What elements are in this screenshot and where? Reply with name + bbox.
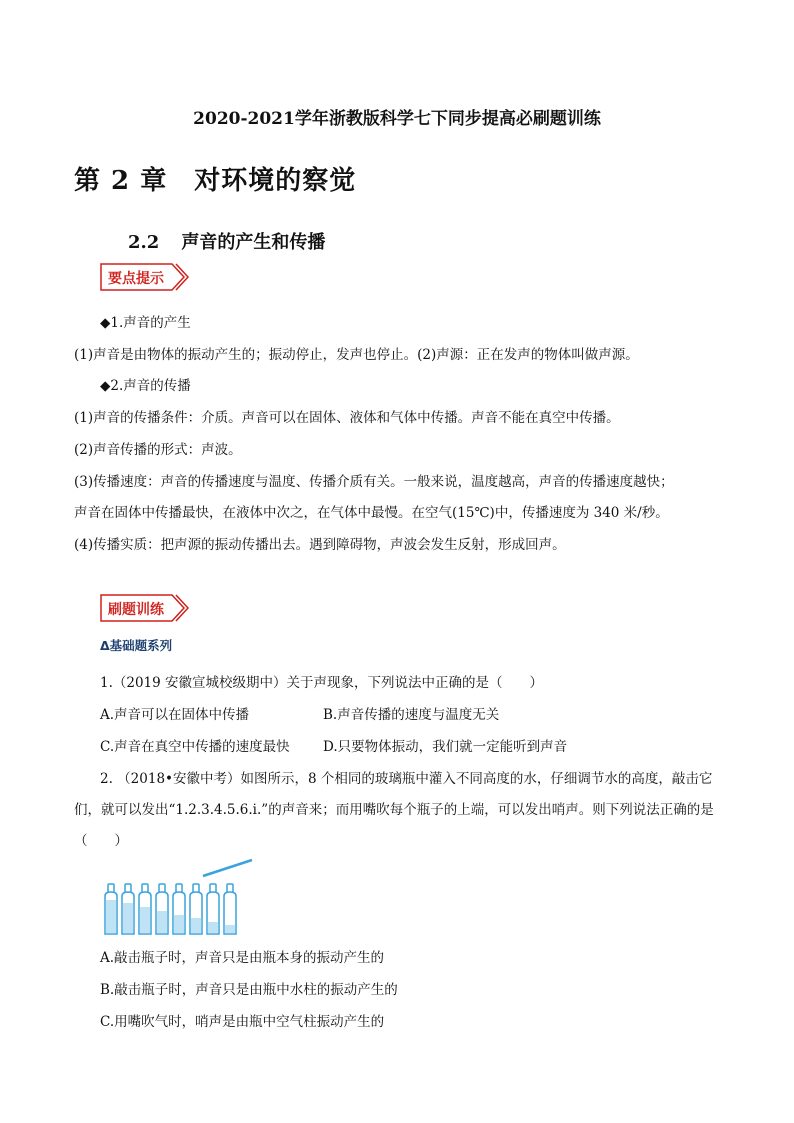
- kp-heading-2: ◆2.声音的传播: [100, 378, 191, 394]
- kp-line: (2)声音传播的形式：声波。: [74, 442, 242, 458]
- bottle-3: [139, 884, 151, 934]
- striking-rod: [203, 860, 252, 876]
- series-label: Δ基础题系列: [100, 638, 173, 653]
- section-heading: [128, 228, 325, 254]
- q1-option-d: D.只要物体振动，我们就一定能听到声音: [323, 739, 568, 755]
- question-2-stem-line: 们，就可以发出“1.2.3.4.5.6.i.”的声音来；而用嘴吹每个瓶子的上端，可以发出哨声。则下列说法正确的是: [74, 802, 714, 818]
- section-number: 2.2: [128, 232, 160, 253]
- practice-badge: [100, 594, 190, 622]
- bottle-5: [173, 884, 185, 934]
- q1-option-c: C.声音在真空中传播的速度最快: [100, 739, 290, 755]
- kp-heading-1: ◆1.声音的产生: [100, 315, 191, 331]
- key-points-label: 要点提示: [108, 271, 164, 287]
- section-title: 声音的产生和传播: [181, 232, 326, 253]
- kp-line: (1)声音是由物体的振动产生的；振动停止，发声也停止。(2)声源：正在发声的物体叫做声源。: [74, 347, 639, 363]
- bottle-row: [105, 884, 236, 934]
- kp-line: (1)声音的传播条件：介质。声音可以在固体、液体和气体中传播。声音不能在真空中传播。: [74, 410, 620, 426]
- q2-option-b: B.敲击瓶子时，声音只是由瓶中水柱的振动产生的: [100, 982, 398, 998]
- q1-option-b: B.声音传播的速度与温度无关: [323, 707, 500, 723]
- question-2-stem-line: （ ）: [74, 833, 128, 849]
- question-2-stem-line: 2. （2018•安徽中考）如图所示，8 个相同的玻璃瓶中灌入不同高度的水，仔细调节水的高度，敲击它: [100, 771, 713, 787]
- bottle-7: [207, 884, 219, 934]
- q1-option-a: A.声音可以在固体中传播: [100, 707, 250, 723]
- bottle-4: [156, 884, 168, 934]
- bottle-2: [122, 884, 134, 934]
- key-points-badge: [100, 263, 190, 291]
- practice-label: 刷题训练: [108, 602, 164, 618]
- q2-option-c: C.用嘴吹气时，哨声是由瓶中空气柱振动产生的: [100, 1014, 385, 1030]
- bottle-1: [105, 884, 117, 934]
- kp-line: (3)传播速度：声音的传播速度与温度、传播介质有关。一般来说，温度越高，声音的传播速度越快；: [74, 474, 674, 490]
- kp-line: 声音在固体中传播最快，在液体中次之，在气体中最慢。在空气(15℃)中，传播速度为 340 米/秒。: [74, 505, 669, 521]
- bottles-illustration: [100, 856, 260, 938]
- question-1-stem: 1.（2019 安徽宣城校级期中）关于声现象，下列说法中正确的是（ ）: [100, 675, 544, 691]
- kp-line: (4)传播实质：把声源的振动传播出去。遇到障碍物，声波会发生反射，形成回声。: [74, 537, 566, 553]
- bottle-6: [190, 884, 202, 934]
- chapter-heading: 第 2 章 对环境的察觉: [74, 166, 357, 196]
- q2-option-a: A.敲击瓶子时，声音只是由瓶本身的振动产生的: [100, 950, 385, 966]
- bottle-8: [224, 884, 236, 934]
- document-title: 2020-2021学年浙教版科学七下同步提高必刷题训练: [193, 109, 601, 129]
